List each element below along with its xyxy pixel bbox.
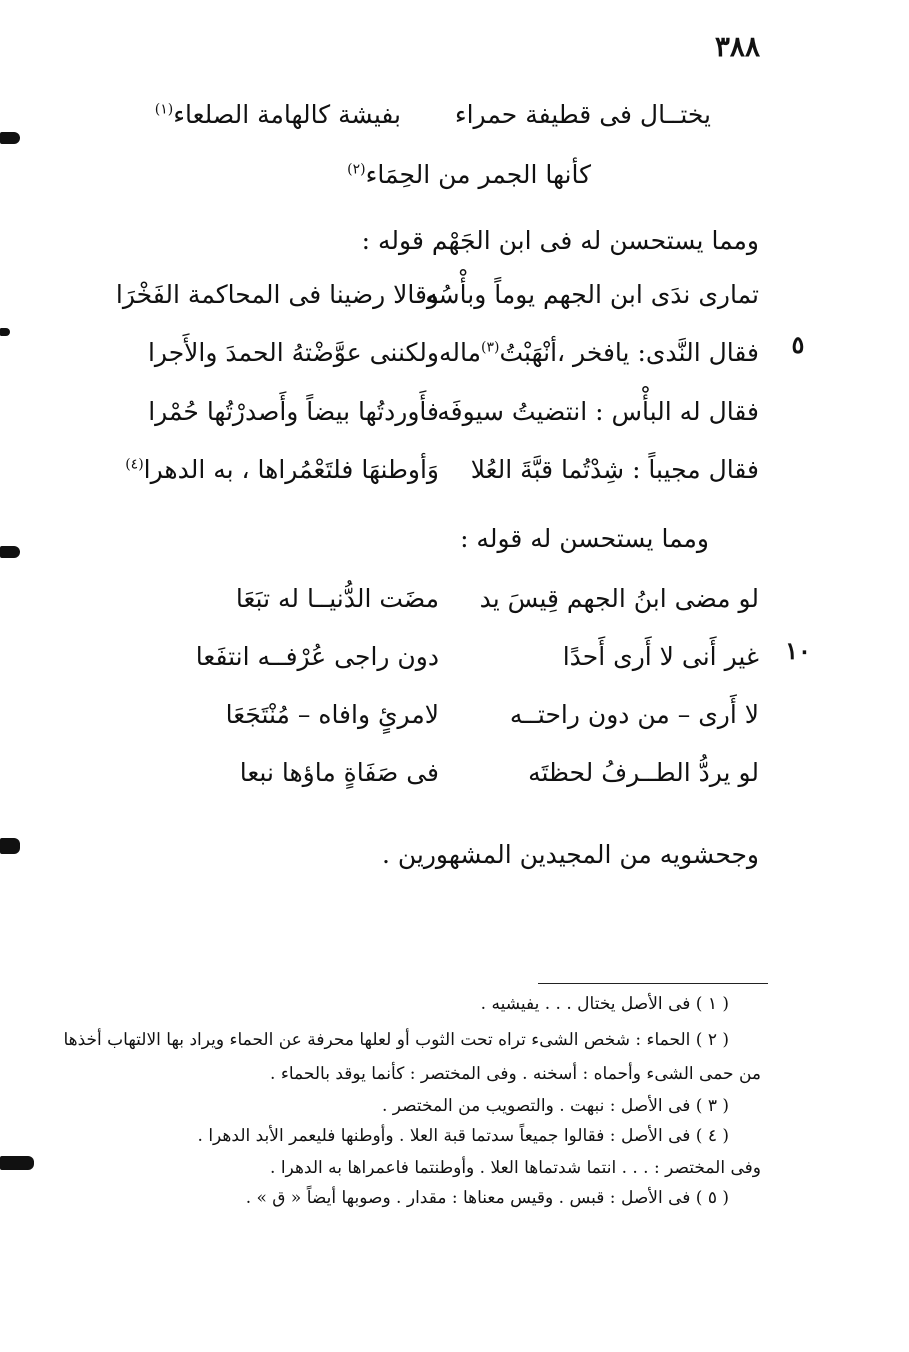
intro-verse-line1-left: [155, 100, 401, 129]
verse-hemistich-text: وَأوطنهَا فلتَعْمُراها ، به الدهرا: [143, 455, 439, 484]
footnote-ref: (١): [154, 101, 174, 118]
footnote: ( ١ ) فى الأصل يختال . . . يفيشيه .: [480, 994, 729, 1014]
verse-hemistich: مضَت الدُّنيــا له تبَعَا: [235, 584, 439, 613]
verse-hemistich: لو مضى ابنُ الجهم قِيسَ يد: [479, 584, 759, 613]
footnote: ( ٣ ) فى الأصل : نبهت . والتصويب من المختصر .: [381, 1096, 729, 1116]
verse-hemistich: وقالا رضينا فى المحاكمة الفَخْرَا: [115, 280, 439, 309]
intro-verse-line2: [347, 160, 591, 189]
verse-hemistich: لو يردُّ الطــرفُ لحظتَه: [528, 758, 759, 787]
footnote-divider: [538, 983, 768, 984]
verse-hemistich-text: فقال النَّدى: يافخر ،أنْهَبْتُ: [499, 338, 759, 367]
margin-mark: [0, 1156, 34, 1170]
verse-hemistich: فأَوردتُها بيضاً وأَصدرْتُها حُمْرا: [148, 397, 439, 426]
section2-heading: ومما يستحسن له قوله :: [460, 524, 709, 553]
section1-heading: ومما يستحسن له فى ابن الجَهْم قوله :: [361, 226, 759, 255]
intro-verse-line2-text: كأنها الجمر من الحِمَاء: [365, 160, 591, 189]
margin-mark: [0, 838, 20, 854]
verse-hemistich: تمارى ندَى ابن الجهم يوماً وبأْسُه: [425, 280, 759, 309]
verse-hemistich-text-end: ماله: [439, 338, 482, 367]
verse-hemistich: فى صَفَاةٍ ماؤها نبعا: [239, 758, 439, 787]
margin-mark: [0, 546, 20, 558]
margin-mark: [0, 132, 20, 144]
intro-verse-line1-left-text: بفيشة كالهامة الصلعاء: [173, 100, 401, 129]
verse-hemistich: دون راجى عُرْفــه انتفَعا: [195, 642, 439, 671]
line-number: ١٠: [785, 636, 811, 665]
verse-hemistich: [125, 455, 439, 484]
footnote: وفى المختصر : . . . انتما شدتماها العلا . وأوطنتما فاعمراها به الدهرا .: [270, 1158, 761, 1178]
verse-hemistich: فقال مجيباً : شِدْتُما قبَّةَ العُلا: [470, 455, 759, 484]
footnote-ref: (٢): [347, 161, 366, 178]
page-number: ٣٨٨: [714, 30, 760, 63]
line-number: ٥: [791, 330, 805, 359]
verse-hemistich: غير أَنى لا أَرى أَحدًا: [562, 642, 759, 671]
intro-verse-line1-right: يختــال فى قطيفة حمراء: [454, 100, 711, 129]
verse-hemistich: لا أَرى – من دون راحتــه: [509, 700, 759, 729]
verse-hemistich: ولكننى عوَّضْتهُ الحمدَ والأَجرا: [147, 338, 439, 367]
verse-hemistich: [439, 338, 759, 367]
verse-hemistich: لامرئٍ وافاه – مُنْتَجَعَا: [225, 700, 439, 729]
margin-mark: [0, 328, 10, 336]
footnote: ( ٤ ) فى الأصل : فقالوا جميعاً سدتما قبة العلا . وأوطنها فليعمر الأبد الدهرا .: [197, 1126, 729, 1146]
footnote-ref: (٤): [125, 456, 144, 473]
footnote: ( ٥ ) فى الأصل : قبس . وقيس معناها : مقدار . وصوبها أيضاً « ق » .: [245, 1188, 729, 1208]
verse-hemistich: فقال له البأْس : انتضيتُ سيوفَه: [437, 397, 759, 426]
footnote: من حمى الشىء وأحماه : أسخنه . وفى المختصر : كأنما يوقد بالحماء .: [270, 1064, 761, 1084]
footnote: ( ٢ ) الحماء : شخص الشىء تراه تحت الثوب أو لعلها محرفة عن الحماء ويراد بها الالتهاب أخذها: [63, 1030, 729, 1050]
footnote-ref: (٣): [481, 339, 500, 356]
closing-line: وجحشويه من المجيدين المشهورين .: [381, 840, 759, 869]
